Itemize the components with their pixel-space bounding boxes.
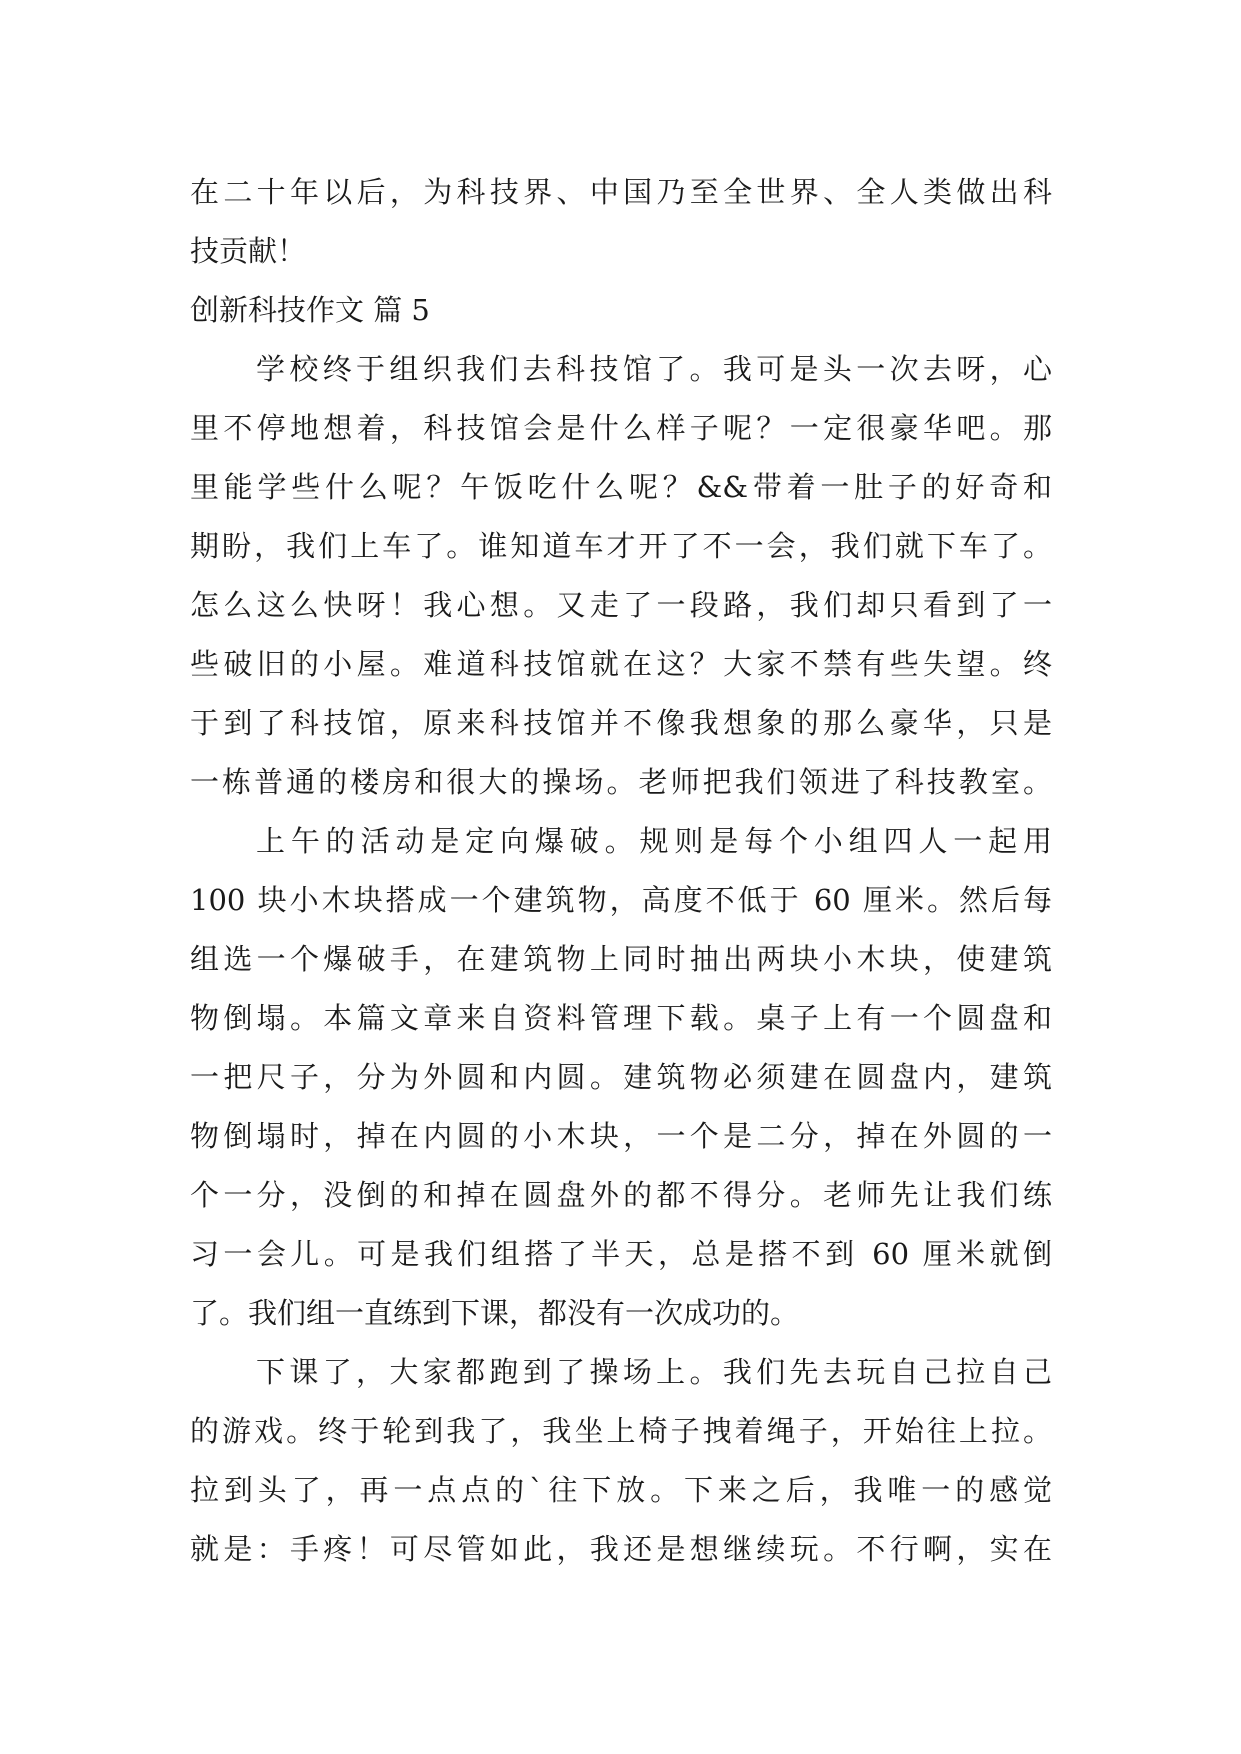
section-heading <box>190 281 1052 340</box>
text-line: 物倒塌。本篇文章来自资料管理下载。桌子上有一个圆盘和 <box>190 1001 1052 1035</box>
text-line: 一把尺子，分为外圆和内圆。建筑物必须建在圆盘内，建筑 <box>190 1060 1052 1094</box>
text-line: 怎么这么快呀！我心想。又走了一段路，我们却只看到了一 <box>190 588 1052 622</box>
text-line: 在二十年以后，为科技界、中国乃至全世界、全人类做出科 <box>190 175 1052 209</box>
text-line: 习一会儿。可是我们组搭了半天，总是搭不到 60 厘米就倒 <box>190 1237 1052 1271</box>
paragraph-1 <box>190 340 1052 812</box>
text-line: 了。我们组一直练到下课，都没有一次成功的。 <box>190 1296 800 1330</box>
text-line: 的游戏。终于轮到我了，我坐上椅子拽着绳子，开始往上拉。 <box>190 1414 1052 1448</box>
text-line: 些破旧的小屋。难道科技馆就在这？大家不禁有些失望。终 <box>190 647 1052 681</box>
section-title: 创新科技作文 篇 5 <box>190 293 430 327</box>
text-line: 物倒塌时，掉在内圆的小木块，一个是二分，掉在外圆的一 <box>190 1119 1052 1153</box>
document-page <box>190 163 1052 1579</box>
text-line: 拉到头了，再一点点的`往下放。下来之后，我唯一的感觉 <box>190 1473 1052 1507</box>
text-line: 100 块小木块搭成一个建筑物，高度不低于 60 厘米。然后每 <box>190 883 1052 917</box>
text-line: 学校终于组织我们去科技馆了。我可是头一次去呀，心 <box>256 352 1052 386</box>
text-line: 于到了科技馆，原来科技馆并不像我想象的那么豪华，只是 <box>190 706 1052 740</box>
text-line: 就是：手疼！可尽管如此，我还是想继续玩。不行啊，实在 <box>190 1532 1052 1566</box>
text-line: 下课了，大家都跑到了操场上。我们先去玩自己拉自己 <box>256 1355 1052 1389</box>
text-line: 里能学些什么呢？午饭吃什么呢？&&带着一肚子的好奇和 <box>190 470 1052 504</box>
text-line: 一栋普通的楼房和很大的操场。老师把我们领进了科技教室。 <box>190 765 1052 799</box>
paragraph-intro <box>190 163 1052 281</box>
paragraph-3 <box>190 1343 1052 1579</box>
text-line: 技贡献！ <box>190 234 307 268</box>
paragraph-2 <box>190 812 1052 1343</box>
text-line: 组选一个爆破手，在建筑物上同时抽出两块小木块，使建筑 <box>190 942 1052 976</box>
text-line: 期盼，我们上车了。谁知道车才开了不一会，我们就下车了。 <box>190 529 1052 563</box>
text-line: 个一分，没倒的和掉在圆盘外的都不得分。老师先让我们练 <box>190 1178 1052 1212</box>
text-line: 上午的活动是定向爆破。规则是每个小组四人一起用 <box>256 824 1052 858</box>
text-line: 里不停地想着，科技馆会是什么样子呢？一定很豪华吧。那 <box>190 411 1052 445</box>
